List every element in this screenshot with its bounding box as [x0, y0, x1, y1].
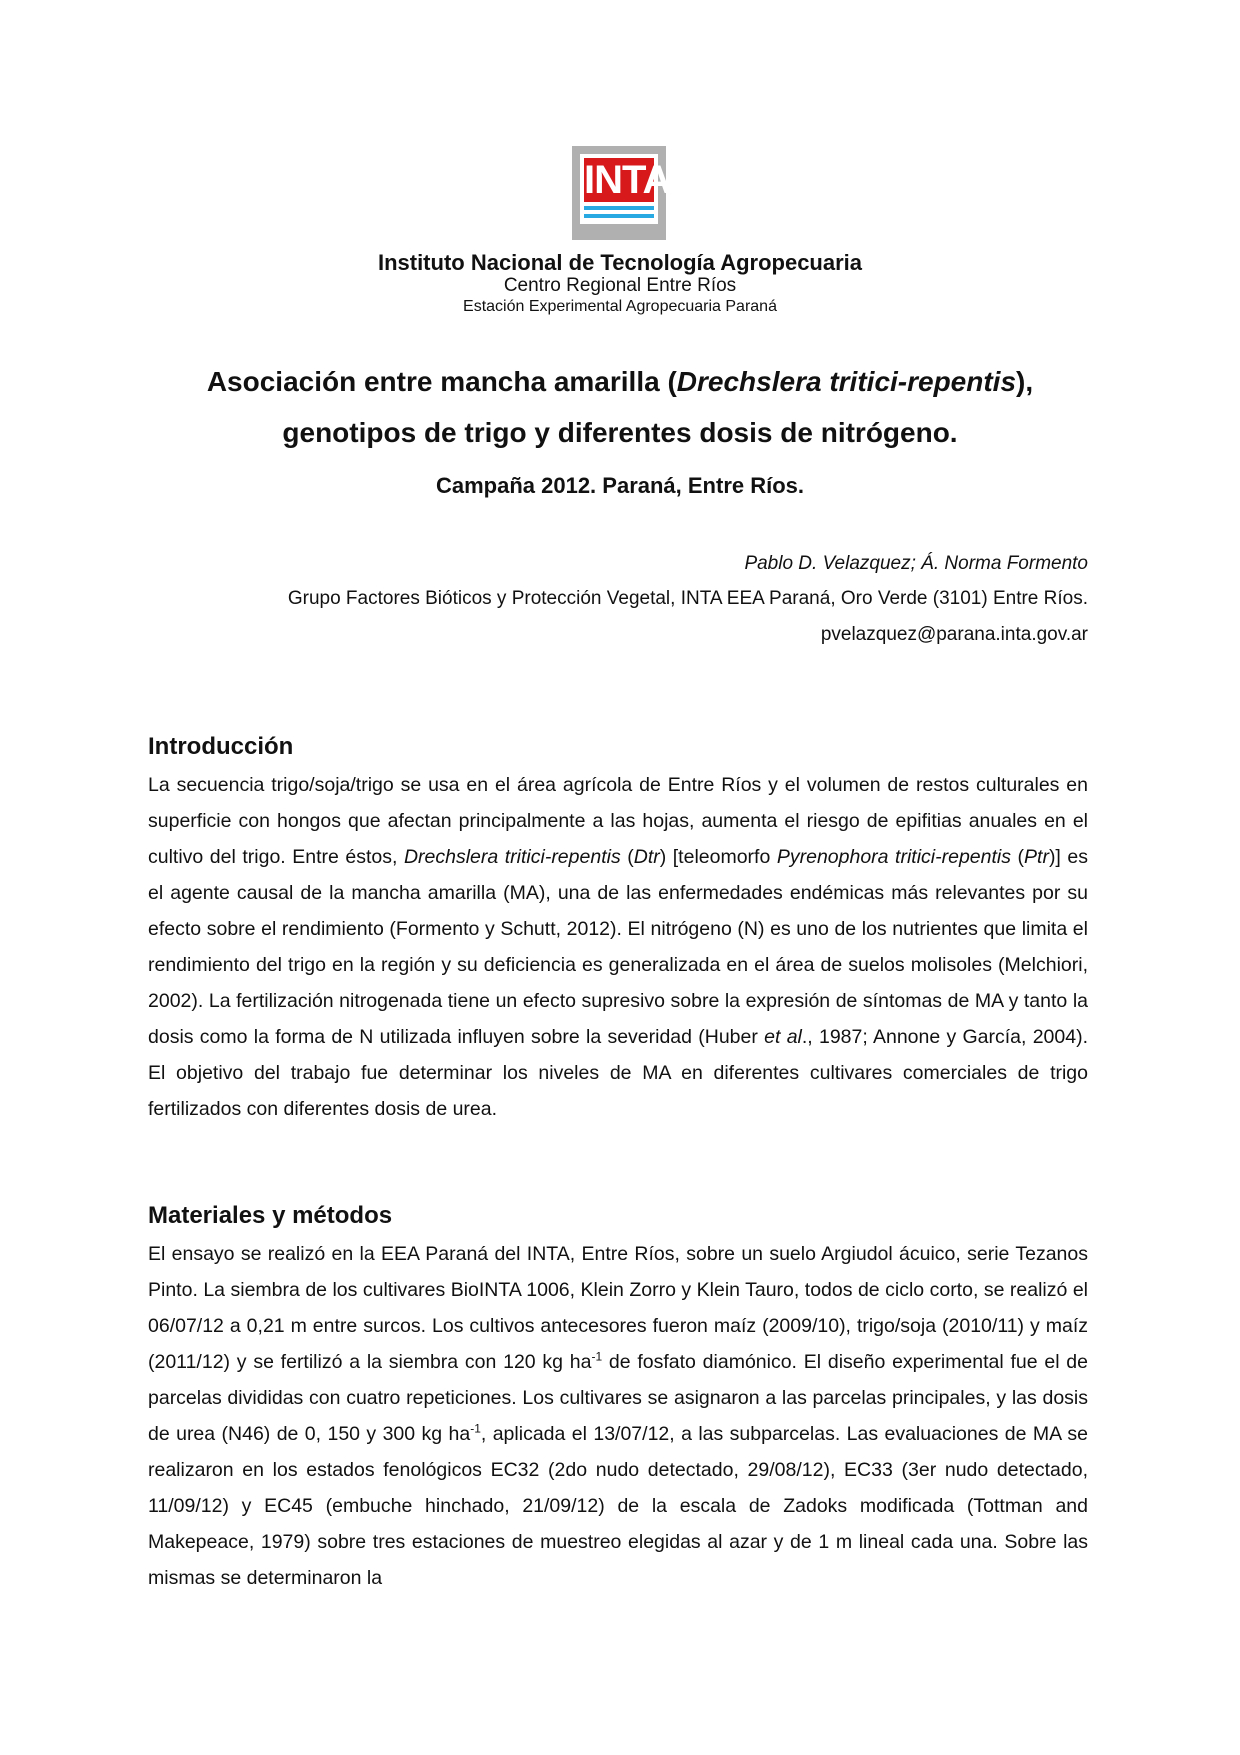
paragraph-introduccion	[148, 767, 1088, 1127]
logo-inner	[580, 154, 671, 224]
intro-text-5: )] es el agente causal de la mancha amarilla (MA), una de las enfermedades endémicas más relevantes por su efecto sobre el rendimiento (Formento y Schutt, 2012). El nitrógeno (N) es uno de los nutrientes que limita el rendimiento del trigo en la región y su deficiencia es generalizada en el área de suelos molisoles (Melchiori, 2002). La fertilización nitrogenada tiene un efecto supresivo sobre la expresión de síntomas de MA y tanto la dosis como la forma de N utilizada influyen sobre la severidad (Huber	[148, 846, 1088, 1048]
title-italic-species: Drechslera tritici-repentis	[676, 366, 1017, 397]
mat-text-2: de fosfato diamónico. El diseño experimental fue el de parcelas divididas con cuatro repeticiones. Los cultivares se asignaron a las parcelas principales, y las dosis de urea (N46) de 0, 150 y 300 kg ha	[148, 1351, 1088, 1445]
intro-text-4: (	[1010, 846, 1025, 868]
section-heading-introduccion: Introducción	[148, 733, 294, 760]
intro-italic-1: Drechslera tritici-repentis	[403, 846, 621, 868]
mat-sup-2: -1	[470, 1421, 481, 1436]
logo-text: INTA	[584, 158, 671, 202]
institution-name: Instituto Nacional de Tecnología Agropecuaria	[377, 250, 863, 275]
paragraph-materiales	[148, 1236, 1088, 1596]
intro-italic-4: Ptr	[1024, 846, 1049, 868]
section-heading-materiales: Materiales y métodos	[148, 1202, 393, 1229]
intro-text-2: (	[620, 846, 634, 868]
intro-text-6: ., 1987; Annone y García, 2004). El objetivo del trabajo fue determinar los niveles de MA en diferentes cultivares comerciales de trigo fertilizados con diferentes dosis de urea.	[148, 1026, 1089, 1120]
title-text-b: ),	[1016, 366, 1034, 397]
intro-italic-3: Pyrenophora tritici-repentis	[776, 846, 1011, 868]
intro-italic-5: et al	[764, 1026, 802, 1048]
intro-text-1: La secuencia trigo/soja/trigo se usa en el área agrícola de Entre Ríos y el volumen de restos culturales en superficie con hongos que afectan principalmente a las hojas, aumenta el riesgo de epifitias anuales en el cultivo del trigo. Entre éstos,	[148, 774, 1088, 868]
mat-sup-1: -1	[591, 1349, 603, 1364]
inta-logo	[572, 146, 671, 240]
email: pvelazquez@parana.inta.gov.ar	[820, 624, 1088, 645]
intro-italic-2: Dtr	[633, 846, 660, 868]
title-line-1	[0, 366, 1240, 398]
institution-station: Estación Experimental Agropecuaria Paraná	[463, 298, 777, 315]
title-line-3: Campaña 2012. Paraná, Entre Ríos.	[435, 473, 805, 498]
affiliation: Grupo Factores Bióticos y Protección Vegetal, INTA EEA Paraná, Oro Verde (3101) Entre Ríos.	[287, 588, 1088, 609]
mat-text-3: , aplicada el 13/07/12, a las subparcelas. Las evaluaciones de MA se realizaron en los estados fenológicos EC32 (2do nudo detectado, 29/08/12), EC33 (3er nudo detectado, 11/09/12) y EC45 (embuche hinchado, 21/09/12) de la escala de Zadoks modificada (Tottman and Makepeace, 1979) sobre tres estaciones de muestreo elegidas al azar y de 1 m lineal cada una. Sobre las mismas se determinaron la	[148, 1423, 1089, 1589]
mat-text-1: El ensayo se realizó en la EEA Paraná del INTA, Entre Ríos, sobre un suelo Argiudol ácuico, serie Tezanos Pinto. La siembra de los cultivares BioINTA 1006, Klein Zorro y Klein Tauro, todos de ciclo corto, se realizó el 06/07/12 a 0,21 m entre surcos. Los cultivos antecesores fueron maíz (2009/10), trigo/soja (2010/11) y maíz (2011/12) y se fertilizó a la siembra con 120 kg ha	[148, 1243, 1088, 1373]
logo-stripe-1	[584, 206, 654, 210]
title-line-2: genotipos de trigo y diferentes dosis de nitrógeno.	[282, 417, 958, 448]
authors: Pablo D. Velazquez; Á. Norma Formento	[744, 553, 1088, 574]
logo-stripe-2	[584, 214, 654, 218]
institution-center: Centro Regional Entre Ríos	[503, 275, 737, 296]
title-text-a: Asociación entre mancha amarilla (	[206, 366, 677, 397]
intro-text-3: ) [teleomorfo	[659, 846, 777, 868]
